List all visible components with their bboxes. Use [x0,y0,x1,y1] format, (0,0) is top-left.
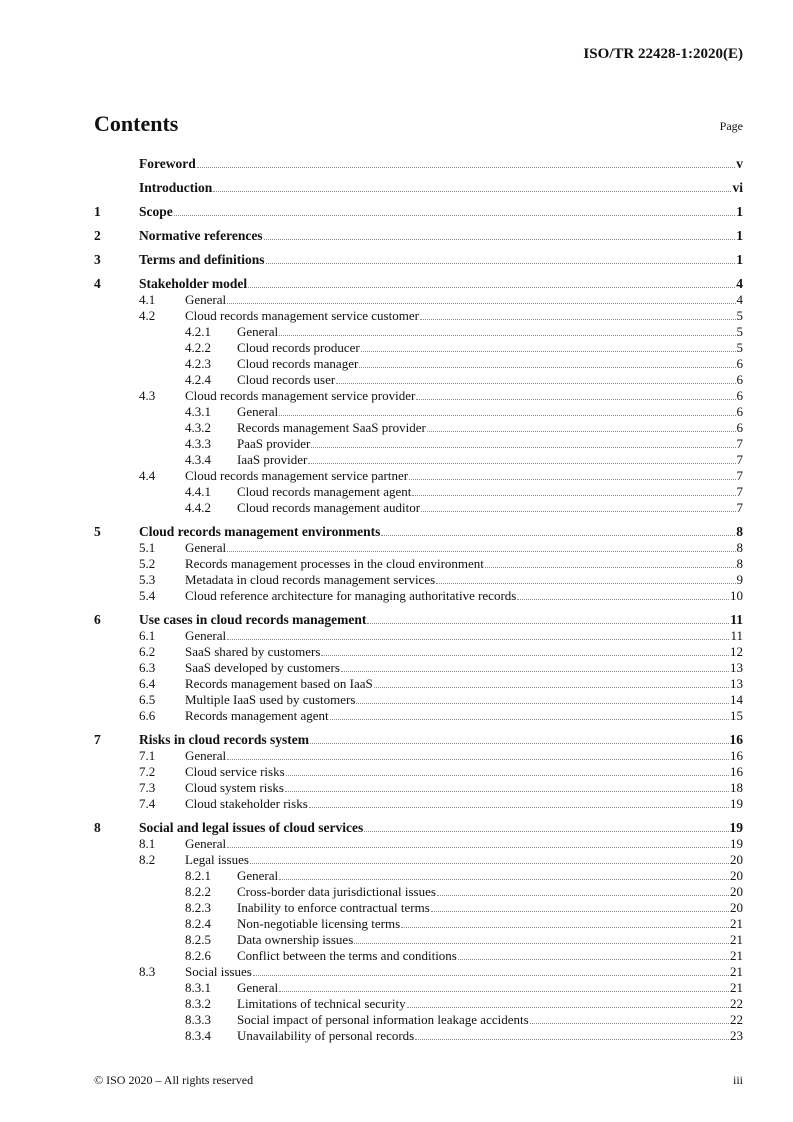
toc-entry-title: Use cases in cloud records management [139,612,367,627]
toc-entry-page: 8 [736,524,743,539]
dot-leader [227,628,729,640]
toc-entry-title: Cloud records management agent [237,484,412,499]
toc-entry[interactable] [94,420,743,436]
toc-entry-page: 21 [730,964,743,979]
toc-entry-page: 6 [736,356,743,371]
toc-entry-number: 8.3.3 [185,1012,211,1027]
toc-entry[interactable] [94,156,743,172]
toc-entry[interactable] [94,524,743,540]
toc-entry-page: 13 [730,676,743,691]
toc-entry[interactable] [94,340,743,356]
toc-entry-page: 7 [736,452,743,467]
dot-leader [266,252,736,264]
toc-entry-number: 4.3.3 [185,436,211,451]
toc-entry[interactable] [94,612,743,628]
toc-entry-number: 5.4 [139,588,156,603]
toc-entry-number: 6.6 [139,708,156,723]
toc-entry-title: Normative references [139,228,263,243]
toc-entry-page: 18 [730,780,743,795]
toc-entry-number: 4.3 [139,388,156,403]
toc-entry-title: General [185,628,227,643]
toc-entry-page: 11 [730,628,743,643]
toc-entry-number: 4.3.4 [185,452,211,467]
dot-leader [310,732,728,744]
dot-leader [354,932,729,944]
toc-entry-title: Cloud records user [237,372,336,387]
toc-entry-title: Cloud records management environments [139,524,381,539]
toc-entry-number: 6 [94,612,101,627]
toc-entry-number: 2 [94,228,101,243]
dot-leader [485,556,736,568]
toc-entry-page: 5 [736,340,743,355]
toc-entry-number: 4.4 [139,468,156,483]
toc-entry-number: 1 [94,204,101,219]
toc-entry-page: 14 [730,692,743,707]
dot-leader [407,996,729,1008]
toc-entry-title: Inability to enforce contractual terms [237,900,430,915]
toc-entry-number: 6.1 [139,628,156,643]
page-title: Contents [94,111,179,136]
toc-entry[interactable] [94,180,743,196]
dot-leader [264,228,736,240]
toc-entry-title: Limitations of technical security [237,996,406,1011]
dot-leader [227,748,729,760]
toc-entry-page: 22 [730,996,743,1011]
toc-entry-title: Cloud records producer [237,340,360,355]
toc-entry-title: Cloud records management auditor [237,500,421,515]
toc-entry[interactable] [94,996,743,1012]
toc-entry-number: 4.4.1 [185,484,211,499]
toc-entry-title: Cross-border data jurisdictional issues [237,884,436,899]
toc-entry-page: 8 [736,556,743,571]
toc-entry-page: 13 [730,660,743,675]
dot-leader [213,180,731,192]
toc-entry-page: 5 [736,324,743,339]
toc-entry-page: 20 [730,852,743,867]
toc-entry-page: 7 [736,436,743,451]
toc-entry-number: 3 [94,252,101,267]
toc-entry-number: 4.2.2 [185,340,211,355]
toc-entry-title: Unavailability of personal records [237,1028,415,1043]
dot-leader [286,764,729,776]
toc-entry[interactable] [94,452,743,468]
toc-entry-page: 21 [730,916,743,931]
toc-entry-page: 1 [736,204,743,219]
toc-entry-title: Social and legal issues of cloud services [139,820,364,835]
toc-entry-title: Metadata in cloud records management services [185,572,436,587]
toc-entry[interactable] [94,588,743,604]
toc-entry-page: 1 [736,228,743,243]
toc-entry-number: 5 [94,524,101,539]
toc-entry-page: vi [732,180,743,195]
page-footer [94,1073,743,1088]
toc-entry-number: 8.3.2 [185,996,211,1011]
dot-leader [415,1028,729,1040]
toc-entry-number: 5.2 [139,556,156,571]
toc-entry[interactable] [94,916,743,932]
toc-entry-number: 4.2 [139,308,156,323]
toc-entry[interactable] [94,276,743,292]
toc-entry-number: 4 [94,276,101,291]
toc-entry-page: 4 [736,276,743,291]
toc-entry-title: Cloud reference architecture for managing authoritative records [185,588,517,603]
toc-entry-title: Cloud stakeholder risks [185,796,308,811]
toc-entry-title: Cloud service risks [185,764,285,779]
toc-entry[interactable] [94,676,743,692]
dot-leader [367,612,729,624]
page-column-label: Page [719,119,743,133]
dot-leader [431,900,729,912]
toc-entry-number: 4.2.3 [185,356,211,371]
toc-entry[interactable] [94,484,743,500]
toc-entry[interactable] [94,252,743,268]
dot-leader [253,964,729,976]
toc-entry[interactable] [94,780,743,796]
toc-entry[interactable] [94,540,743,556]
dot-leader [279,404,735,416]
toc-entry-title: Risks in cloud records system [139,732,310,747]
toc-entry-page: 20 [730,884,743,899]
toc-entry[interactable] [94,980,743,996]
toc-entry-page: 23 [730,1028,743,1043]
toc-entry[interactable] [94,324,743,340]
toc-entry-title: General [185,292,227,307]
toc-entry-title: General [237,324,279,339]
toc-entry-number: 8.2.2 [185,884,211,899]
dot-leader [285,780,729,792]
toc-entry-number: 7 [94,732,101,747]
dot-leader [374,676,729,688]
toc-entry[interactable] [94,1012,743,1028]
toc-entry[interactable] [94,468,743,484]
dot-leader [361,340,736,352]
toc-entry-title: Cloud records management service provider [185,388,416,403]
toc-entry-number: 8.2.5 [185,932,211,947]
toc-entry-page: 20 [730,900,743,915]
toc-entry-title: General [185,836,227,851]
toc-entry-number: 6.3 [139,660,156,675]
toc-entry-number: 8.1 [139,836,156,851]
toc-entry-title: General [237,980,279,995]
toc-entry[interactable] [94,820,743,836]
dot-leader [381,524,735,536]
toc-entry-page: 19 [729,820,743,835]
dot-leader [250,852,729,864]
toc-entry-page: 16 [730,764,743,779]
dot-leader [356,692,729,704]
toc-entry-number: 4.4.2 [185,500,211,515]
toc-entry-number: 5.3 [139,572,156,587]
toc-entry-page: 6 [736,404,743,419]
toc-entry-number: 5.1 [139,540,156,555]
toc-entry[interactable] [94,708,743,724]
dot-leader [321,644,729,656]
document-id-header: ISO/TR 22428-1:2020(E) [583,46,743,62]
toc-entry[interactable] [94,900,743,916]
toc-entry[interactable] [94,500,743,516]
toc-entry[interactable] [94,748,743,764]
dot-leader [364,820,728,832]
dot-leader [279,324,735,336]
dot-leader [401,916,729,928]
dot-leader [412,484,735,496]
dot-leader [427,420,736,432]
dot-leader [517,588,729,600]
toc-entry[interactable] [94,308,743,324]
toc-entry-title: Non-negotiable licensing terms [237,916,401,931]
dot-leader [227,540,735,552]
toc-entry-title: Cloud records manager [237,356,359,371]
toc-entry-title: IaaS provider [237,452,308,467]
toc-entry-title: Foreword [139,156,196,171]
toc-entry-page: 21 [730,980,743,995]
toc-entry[interactable] [94,796,743,812]
toc-entry-page: 20 [730,868,743,883]
toc-entry-title: Social issues [185,964,252,979]
table-of-contents [94,156,743,1044]
toc-entry-title: Records management agent [185,708,329,723]
toc-entry-number: 7.3 [139,780,156,795]
toc-entry-page: 7 [736,468,743,483]
toc-entry[interactable] [94,292,743,308]
toc-entry-number: 4.3.1 [185,404,211,419]
toc-entry-title: Cloud records management service customer [185,308,419,323]
toc-entry-title: Data ownership issues [237,932,354,947]
toc-entry-page: 7 [736,500,743,515]
toc-entry[interactable] [94,1028,743,1044]
toc-entry-page: 5 [736,308,743,323]
toc-entry-page: 21 [730,948,743,963]
toc-entry[interactable] [94,436,743,452]
toc-entry[interactable] [94,372,743,388]
toc-entry-title: Introduction [139,180,213,195]
toc-entry-title: General [185,540,227,555]
toc-entry-title: Stakeholder model [139,276,248,291]
dot-leader [336,372,735,384]
toc-entry-number: 8.2.3 [185,900,211,915]
toc-entry[interactable] [94,356,743,372]
toc-entry-page: 16 [729,732,743,747]
toc-entry[interactable] [94,556,743,572]
toc-entry-title: Social impact of personal information leakage accidents [237,1012,529,1027]
toc-entry[interactable] [94,660,743,676]
toc-entry-number: 8.3.4 [185,1028,211,1043]
toc-entry[interactable] [94,644,743,660]
toc-entry-title: Records management processes in the cloud environment [185,556,484,571]
toc-entry[interactable] [94,204,743,220]
toc-entry-number: 8.2.4 [185,916,211,931]
toc-entry-number: 8.3 [139,964,156,979]
dot-leader [227,836,729,848]
toc-entry[interactable] [94,732,743,748]
toc-entry-title: Records management based on IaaS [185,676,373,691]
dot-leader [279,868,729,880]
dot-leader [311,436,735,448]
toc-entry-page: 1 [736,252,743,267]
copyright-notice: © ISO 2020 – All rights reserved [94,1073,254,1087]
toc-entry-number: 7.1 [139,748,156,763]
toc-entry[interactable] [94,868,743,884]
toc-entry[interactable] [94,852,743,868]
dot-leader [279,980,729,992]
toc-entry[interactable] [94,948,743,964]
dot-leader [227,292,735,304]
toc-entry-title: General [237,404,279,419]
toc-entry-title: General [237,868,279,883]
dot-leader [436,572,735,584]
toc-entry-number: 7.2 [139,764,156,779]
toc-entry[interactable] [94,228,743,244]
toc-entry-number: 4.1 [139,292,156,307]
toc-entry-number: 7.4 [139,796,156,811]
toc-entry[interactable] [94,628,743,644]
toc-entry-page: 8 [736,540,743,555]
toc-entry-title: Terms and definitions [139,252,265,267]
toc-entry-page: 21 [730,932,743,947]
toc-entry-page: 15 [730,708,743,723]
toc-entry-page: 6 [736,420,743,435]
dot-leader [248,276,735,288]
dot-leader [458,948,729,960]
toc-entry-title: General [185,748,227,763]
toc-entry[interactable] [94,764,743,780]
toc-entry-title: Cloud system risks [185,780,284,795]
dot-leader [420,308,736,320]
toc-entry-title: Conflict between the terms and conditions [237,948,457,963]
toc-entry-number: 8.3.1 [185,980,211,995]
toc-entry[interactable] [94,692,743,708]
toc-entry-page: 12 [730,644,743,659]
toc-entry-page: 10 [730,588,743,603]
toc-entry-page: 6 [736,388,743,403]
toc-entry-number: 6.4 [139,676,156,691]
toc-entry[interactable] [94,964,743,980]
toc-entry-title: SaaS shared by customers [185,644,321,659]
toc-entry-page: 11 [730,612,743,627]
toc-entry-page: 4 [736,292,743,307]
toc-entry-title: SaaS developed by customers [185,660,340,675]
toc-entry-title: Cloud records management service partner [185,468,409,483]
toc-entry-number: 8.2 [139,852,156,867]
toc-entry-number: 6.2 [139,644,156,659]
dot-leader [359,356,735,368]
toc-entry-page: 9 [736,572,743,587]
toc-entry-number: 4.2.4 [185,372,211,387]
toc-entry-page: 6 [736,372,743,387]
toc-entry-page: 19 [730,796,743,811]
toc-entry-title: Legal issues [185,852,249,867]
toc-entry[interactable] [94,836,743,852]
toc-entry-number: 4.3.2 [185,420,211,435]
toc-entry-page: v [736,156,743,171]
dot-leader [530,1012,729,1024]
page-number: iii [732,1073,743,1087]
toc-entry-title: Multiple IaaS used by customers [185,692,356,707]
toc-entry-page: 16 [730,748,743,763]
toc-entry-number: 4.2.1 [185,324,211,339]
toc-entry-number: 8 [94,820,101,835]
toc-entry[interactable] [94,388,743,404]
toc-entry-page: 7 [736,484,743,499]
dot-leader [330,708,729,720]
toc-entry-number: 8.2.1 [185,868,211,883]
toc-entry[interactable] [94,932,743,948]
toc-entry[interactable] [94,884,743,900]
dot-leader [197,156,736,168]
dot-leader [421,500,735,512]
dot-leader [309,796,729,808]
toc-entry-page: 22 [730,1012,743,1027]
dot-leader [308,452,735,464]
toc-entry-number: 6.5 [139,692,156,707]
toc-entry-title: PaaS provider [237,436,311,451]
dot-leader [437,884,729,896]
toc-entry-title: Records management SaaS provider [237,420,426,435]
toc-entry-number: 8.2.6 [185,948,211,963]
dot-leader [409,468,735,480]
dot-leader [416,388,735,400]
toc-entry[interactable] [94,572,743,588]
toc-entry[interactable] [94,404,743,420]
dot-leader [341,660,729,672]
toc-entry-page: 19 [730,836,743,851]
dot-leader [174,204,736,216]
toc-entry-title: Scope [139,204,173,219]
